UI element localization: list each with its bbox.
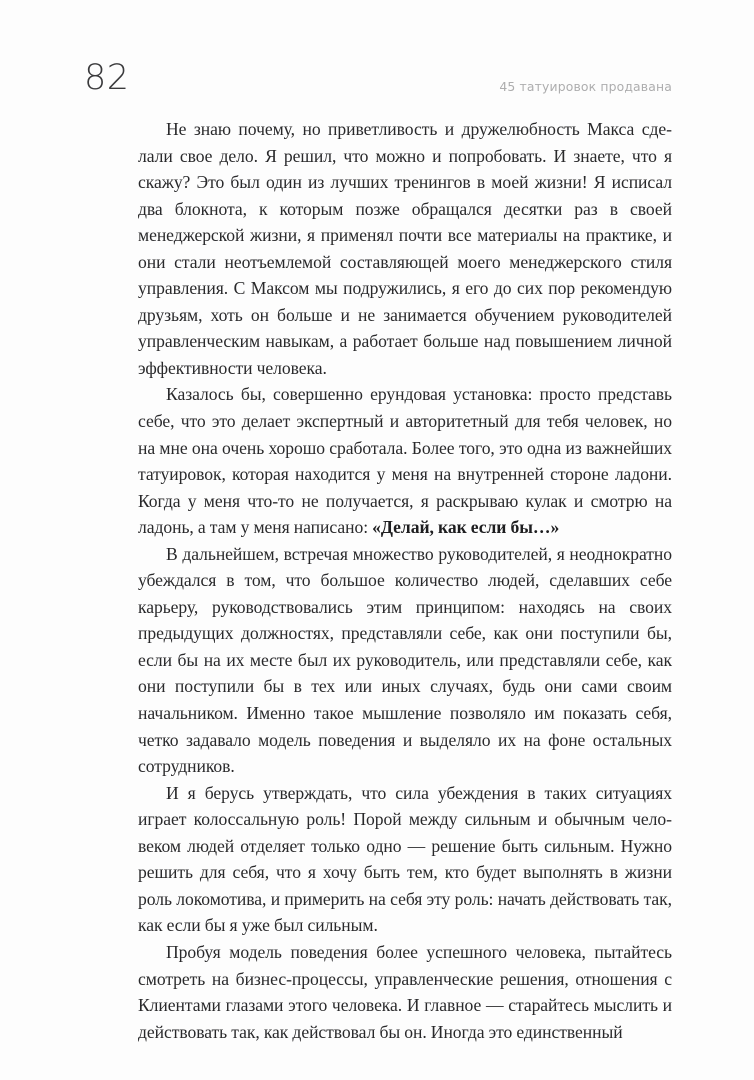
paragraph-5: Пробуя модель поведения более успешного человека, пытайтесь смотреть на бизнес-процессы, управленческие решения, отношения с Клиентами глазами этого человека. И главное — старайтесь мыслить и действовать так, как действовал бы он. Иногда это единственный bbox=[138, 941, 672, 1042]
running-head bbox=[84, 50, 672, 96]
body-text-column bbox=[138, 116, 672, 1045]
tattoo-quote-bold: «Делай, как если бы…» bbox=[372, 517, 560, 538]
paragraph-2 bbox=[138, 381, 672, 540]
paragraph-3: В дальнейшем, встречая множество руководителей, я неоднократно убеждался в том, что большое количество людей, сделавших себе карьеру, руководствовались этим принципом: находясь на своих предыдущих должностях, представляли себе, как они поступили бы, если бы на их месте был их руководитель, или представляли себе, как они поступили бы в тех или иных случаях, будь они сами своим начальником. Именно такое мышление позволяло им показать себя, четко задавало модель поведения и выделяло их на фоне остальных сотрудников. bbox=[138, 543, 672, 777]
paragraph-2-lead-text: Казалось бы, совершенно ерундовая установка: просто представь себе, что это делает экспертный и авторитетный для тебя человек, но на мне она очень хорошо сработала. Более того, это одна из важнейших татуировок, которая находится у меня на внутренней стороне ладони. Когда у меня что-то не получается, я раскрываю кулак и смотрю на ладонь, а там у меня написано: bbox=[138, 384, 672, 538]
book-title-running-head: 45 татуировок продавана bbox=[499, 78, 672, 94]
paragraph-1: Не знаю почему, но приветливость и дружелюбность Макса сделали свое дело. Я решил, что можно и попробовать. И знаете, что я скажу? Это был один из лучших тренингов в моей жизни! Я исписал два блокнота, к которым позже обращался десятки раз в своей менеджерской жизни, я применял почти все материалы на практике, и они стали неотъемлемой составляющей моего менеджерского стиля управления. С Максом мы подружились, я его до сих пор рекомендую друзьям, хоть он больше и не занимается обучением руководителей управленческим навыкам, а работает больше над повышением личной эффективности человека. bbox=[138, 119, 672, 378]
page-number: 82 bbox=[84, 58, 130, 98]
paragraph-4: И я берусь утверждать, что сила убеждения в таких ситуациях играет колоссальную роль! Порой между сильным и обычным человеком людей отделяет только одно — решение быть сильным. Нужно решить для себя, что я хочу быть тем, кто будет выполнять в жизни роль локомотива, и примерить на себя эту роль: начать действовать так, как если бы я уже был сильным. bbox=[138, 782, 672, 936]
